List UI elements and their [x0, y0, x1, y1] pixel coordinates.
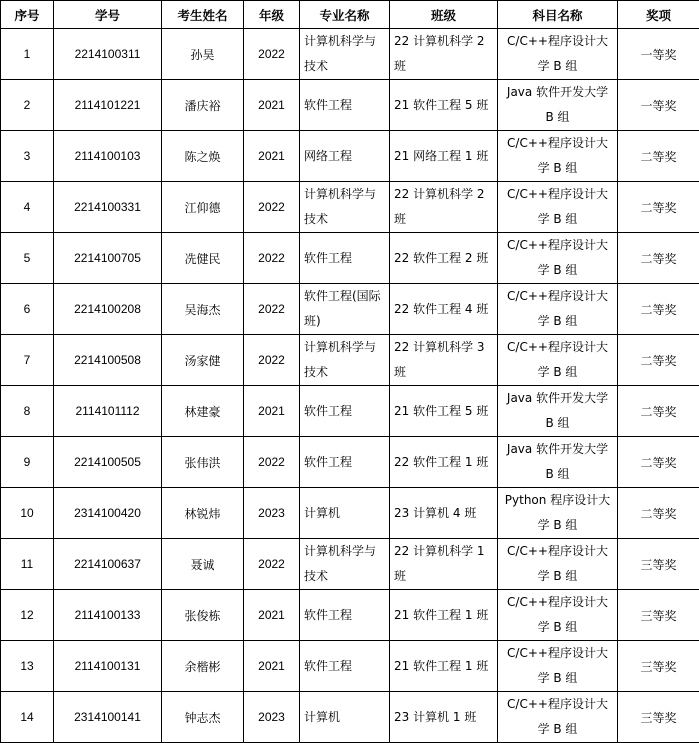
- cell-index: 8: [1, 386, 54, 437]
- header-class: 班级: [390, 1, 498, 29]
- cell-award: 一等奖: [618, 29, 699, 80]
- table-row: [1, 284, 699, 335]
- cell-grade: 2023: [244, 488, 300, 539]
- cell-class: 22 计算机科学 2 班: [390, 182, 498, 233]
- cell-name: 冼健民: [162, 233, 244, 284]
- cell-class: 23 计算机 1 班: [390, 692, 498, 743]
- cell-name: 张伟洪: [162, 437, 244, 488]
- cell-index: 1: [1, 29, 54, 80]
- cell-award: 二等奖: [618, 131, 699, 182]
- header-award: 奖项: [618, 1, 699, 29]
- cell-class: 22 计算机科学 2 班: [390, 29, 498, 80]
- cell-grade: 2022: [244, 182, 300, 233]
- table-row: [1, 29, 699, 80]
- cell-grade: 2021: [244, 641, 300, 692]
- cell-grade: 2022: [244, 539, 300, 590]
- cell-class: 21 网络工程 1 班: [390, 131, 498, 182]
- cell-name: 潘庆裕: [162, 80, 244, 131]
- cell-major: 软件工程: [300, 641, 390, 692]
- cell-name: 吴海杰: [162, 284, 244, 335]
- cell-student-id: 2314100420: [54, 488, 162, 539]
- cell-major: 计算机科学与技术: [300, 182, 390, 233]
- cell-subject: C/C++程序设计大学 B 组: [498, 131, 618, 182]
- cell-index: 2: [1, 80, 54, 131]
- cell-name: 钟志杰: [162, 692, 244, 743]
- header-index: 序号: [1, 1, 54, 29]
- cell-subject: Python 程序设计大学 B 组: [498, 488, 618, 539]
- cell-student-id: 2114101112: [54, 386, 162, 437]
- cell-major: 网络工程: [300, 131, 390, 182]
- cell-class: 21 软件工程 1 班: [390, 590, 498, 641]
- cell-major: 计算机科学与技术: [300, 29, 390, 80]
- table-row: [1, 335, 699, 386]
- cell-class: 21 软件工程 1 班: [390, 641, 498, 692]
- cell-class: 22 计算机科学 1 班: [390, 539, 498, 590]
- cell-name: 聂诚: [162, 539, 244, 590]
- cell-grade: 2022: [244, 233, 300, 284]
- cell-index: 13: [1, 641, 54, 692]
- cell-grade: 2021: [244, 131, 300, 182]
- cell-major: 计算机: [300, 692, 390, 743]
- cell-index: 12: [1, 590, 54, 641]
- cell-award: 二等奖: [618, 488, 699, 539]
- header-grade: 年级: [244, 1, 300, 29]
- cell-major: 软件工程: [300, 590, 390, 641]
- table-row: [1, 437, 699, 488]
- table-row: [1, 539, 699, 590]
- cell-award: 二等奖: [618, 233, 699, 284]
- cell-award: 三等奖: [618, 590, 699, 641]
- cell-class: 22 软件工程 1 班: [390, 437, 498, 488]
- cell-award: 二等奖: [618, 437, 699, 488]
- cell-class: 21 软件工程 5 班: [390, 80, 498, 131]
- cell-index: 9: [1, 437, 54, 488]
- cell-student-id: 2114100103: [54, 131, 162, 182]
- cell-grade: 2021: [244, 386, 300, 437]
- cell-student-id: 2214100331: [54, 182, 162, 233]
- cell-grade: 2021: [244, 80, 300, 131]
- cell-subject: C/C++程序设计大学 B 组: [498, 692, 618, 743]
- cell-name: 陈之焕: [162, 131, 244, 182]
- table-row: [1, 233, 699, 284]
- cell-subject: C/C++程序设计大学 B 组: [498, 335, 618, 386]
- cell-award: 二等奖: [618, 335, 699, 386]
- cell-index: 5: [1, 233, 54, 284]
- cell-award: 一等奖: [618, 80, 699, 131]
- cell-grade: 2022: [244, 335, 300, 386]
- cell-student-id: 2314100141: [54, 692, 162, 743]
- table-row: [1, 80, 699, 131]
- cell-student-id: 2214100508: [54, 335, 162, 386]
- cell-major: 软件工程: [300, 233, 390, 284]
- header-student-id: 学号: [54, 1, 162, 29]
- cell-major: 计算机科学与技术: [300, 539, 390, 590]
- cell-award: 三等奖: [618, 692, 699, 743]
- cell-subject: Java 软件开发大学 B 组: [498, 437, 618, 488]
- cell-name: 林建豪: [162, 386, 244, 437]
- cell-index: 11: [1, 539, 54, 590]
- cell-subject: C/C++程序设计大学 B 组: [498, 233, 618, 284]
- cell-subject: C/C++程序设计大学 B 组: [498, 539, 618, 590]
- cell-student-id: 2214100705: [54, 233, 162, 284]
- cell-major: 软件工程(国际班): [300, 284, 390, 335]
- cell-grade: 2022: [244, 284, 300, 335]
- cell-subject: Java 软件开发大学 B 组: [498, 80, 618, 131]
- cell-subject: C/C++程序设计大学 B 组: [498, 590, 618, 641]
- cell-award: 二等奖: [618, 284, 699, 335]
- cell-grade: 2022: [244, 437, 300, 488]
- cell-index: 10: [1, 488, 54, 539]
- cell-award: 三等奖: [618, 539, 699, 590]
- cell-class: 21 软件工程 5 班: [390, 386, 498, 437]
- cell-student-id: 2214100311: [54, 29, 162, 80]
- header-name: 考生姓名: [162, 1, 244, 29]
- cell-index: 7: [1, 335, 54, 386]
- cell-name: 孙昊: [162, 29, 244, 80]
- cell-student-id: 2214100208: [54, 284, 162, 335]
- cell-student-id: 2114101221: [54, 80, 162, 131]
- cell-subject: C/C++程序设计大学 B 组: [498, 29, 618, 80]
- cell-award: 二等奖: [618, 386, 699, 437]
- cell-subject: C/C++程序设计大学 B 组: [498, 182, 618, 233]
- table-row: [1, 641, 699, 692]
- header-row: [1, 1, 699, 29]
- cell-class: 22 软件工程 2 班: [390, 233, 498, 284]
- header-major: 专业名称: [300, 1, 390, 29]
- header-subject: 科目名称: [498, 1, 618, 29]
- cell-name: 林锐炜: [162, 488, 244, 539]
- cell-award: 二等奖: [618, 182, 699, 233]
- cell-index: 4: [1, 182, 54, 233]
- table-row: [1, 131, 699, 182]
- cell-subject: Java 软件开发大学 B 组: [498, 386, 618, 437]
- cell-index: 14: [1, 692, 54, 743]
- table-row: [1, 692, 699, 743]
- cell-grade: 2021: [244, 590, 300, 641]
- cell-class: 22 计算机科学 3 班: [390, 335, 498, 386]
- cell-subject: C/C++程序设计大学 B 组: [498, 284, 618, 335]
- cell-index: 3: [1, 131, 54, 182]
- table-row: [1, 488, 699, 539]
- cell-grade: 2022: [244, 29, 300, 80]
- cell-major: 软件工程: [300, 386, 390, 437]
- cell-subject: C/C++程序设计大学 B 组: [498, 641, 618, 692]
- cell-major: 计算机科学与技术: [300, 335, 390, 386]
- table-row: [1, 182, 699, 233]
- cell-major: 计算机: [300, 488, 390, 539]
- cell-award: 三等奖: [618, 641, 699, 692]
- table-row: [1, 590, 699, 641]
- cell-name: 江仰德: [162, 182, 244, 233]
- cell-class: 22 软件工程 4 班: [390, 284, 498, 335]
- cell-name: 汤家健: [162, 335, 244, 386]
- cell-major: 软件工程: [300, 80, 390, 131]
- cell-grade: 2023: [244, 692, 300, 743]
- cell-name: 张俊栋: [162, 590, 244, 641]
- cell-student-id: 2114100131: [54, 641, 162, 692]
- cell-student-id: 2114100133: [54, 590, 162, 641]
- cell-name: 余楷彬: [162, 641, 244, 692]
- table-row: [1, 386, 699, 437]
- cell-student-id: 2214100637: [54, 539, 162, 590]
- cell-major: 软件工程: [300, 437, 390, 488]
- cell-class: 23 计算机 4 班: [390, 488, 498, 539]
- cell-index: 6: [1, 284, 54, 335]
- cell-student-id: 2214100505: [54, 437, 162, 488]
